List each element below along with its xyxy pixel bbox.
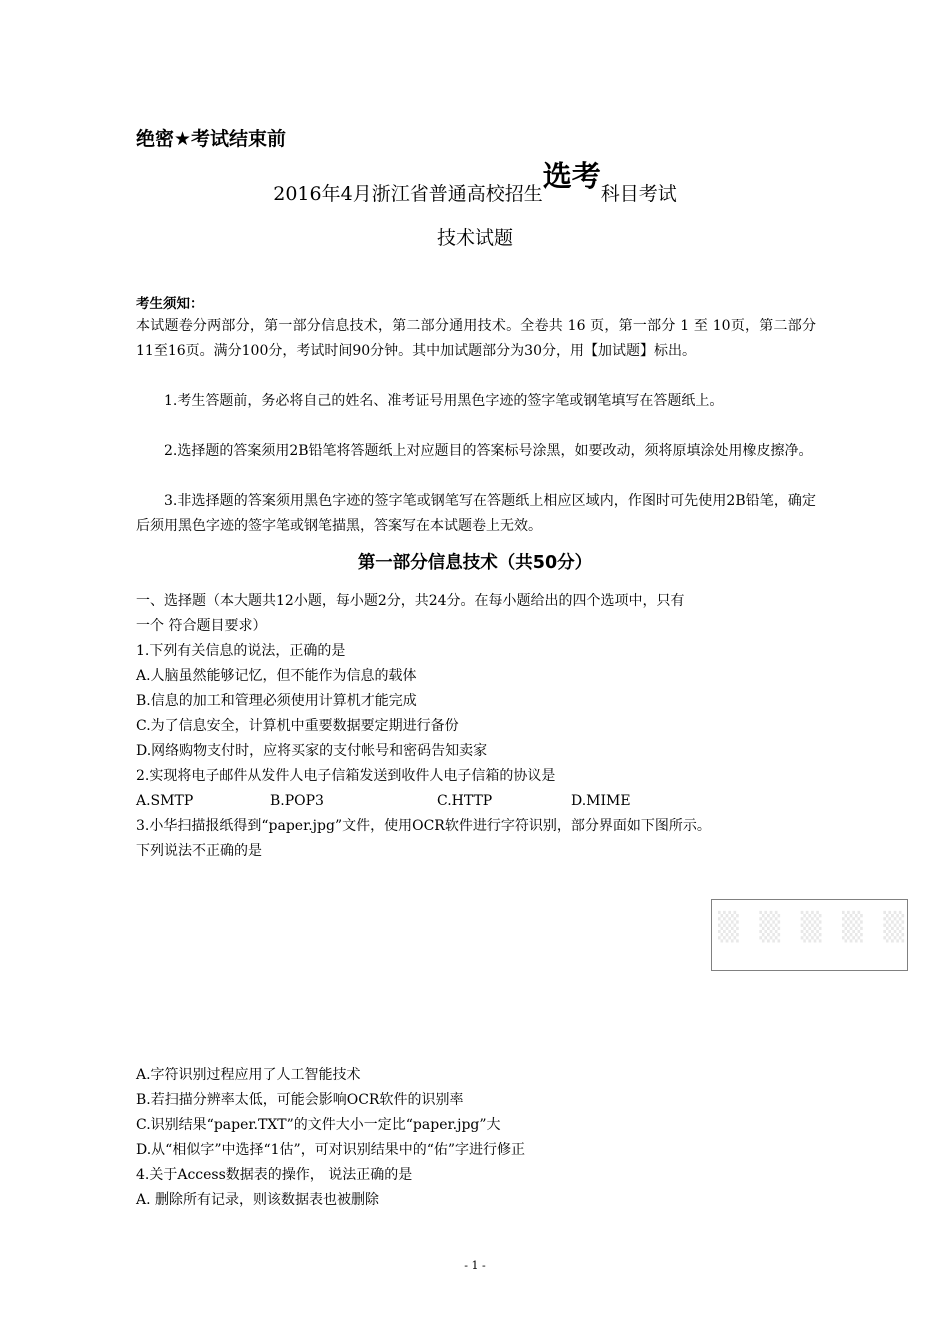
page-number: - 1 -	[464, 1259, 486, 1272]
q1-option-d: D.网络购物支付时，应将买家的支付帐号和密码告知卖家	[136, 743, 488, 759]
exam-subtitle: 技术试题	[436, 227, 513, 249]
q3-option-d: D.从“相似字”中选择“1估”，可对识别结果中的“佑”字进行修正	[136, 1142, 526, 1158]
q4-option-a: A. 删除所有记录，则该数据表也被删除	[136, 1192, 380, 1208]
notice-heading: 考生须知：	[136, 296, 204, 312]
notice-item-3: 3.非选择题的答案须用黑色字迹的签字笔或钢笔写在答题纸上相应区域内，作图时可先使用2B铅笔，确定后须用黑色字迹的签字笔或钢笔描黑，答案写在本试题卷上无效。	[136, 493, 816, 534]
q4-stem: 4.关于Access数据表的操作， 说法正确的是	[136, 1167, 413, 1183]
q1-option-a: A.人脑虽然能够记忆，但不能作为信息的载体	[136, 668, 417, 684]
q1-stem: 1.下列有关信息的说法，正确的是	[136, 643, 346, 659]
exam-title-suffix: 科目考试	[600, 183, 677, 205]
q2-option-d: D.MIME	[571, 793, 631, 809]
q1-option-b: B.信息的加工和管理必须使用计算机才能完成	[136, 693, 417, 709]
confidential-label: 绝密★考试结束前	[136, 128, 287, 150]
q1-option-c: C.为了信息安全，计算机中重要数据要定期进行备份	[136, 718, 459, 734]
q3-option-a: A.字符识别过程应用了人工智能技术	[136, 1067, 361, 1083]
exam-title-prefix: 2016年4月浙江省普通高校招生	[273, 183, 543, 205]
q2-option-c: C.HTTP	[437, 793, 493, 809]
notice-intro: 本试题卷分两部分，第一部分信息技术，第二部分通用技术。全卷共 16 页，第一部分 1 至 10页，第二部分11至16页。满分100分，考试时间90分钟。其中加试题部分为30分，用【加试题】标出。	[136, 318, 816, 359]
q2-option-a: A.SMTP	[136, 793, 194, 809]
q2-stem: 2.实现将电子邮件从发件人电子信箱发送到收件人电子信箱的协议是	[136, 768, 556, 784]
notice-item-1: 1.考生答题前，务必将自己的姓名、准考证号用黑色字迹的签字笔或钢笔填写在答题纸上。	[164, 393, 724, 409]
part1-title: 第一部分信息技术（共50分）	[357, 553, 593, 573]
ocr-screenshot-image	[711, 899, 911, 971]
q3-stem-line1: 3.小华扫描报纸得到“paper.jpg”文件，使用OCR软件进行字符识别，部分界面如下图所示。	[136, 818, 711, 834]
section-intro-line1: 一、选择题（本大题共12小题，每小题2分，共24分。在每小题给出的四个选项中，只有	[136, 593, 685, 609]
notice-item-2: 2.选择题的答案须用2B铅笔将答题纸上对应题目的答案标号涂黑，如要改动，须将原填涂处用橡皮擦净。	[164, 443, 813, 459]
q3-option-c: C.识别结果“paper.TXT”的文件大小一定比“paper.jpg”大	[136, 1117, 501, 1133]
ocr-image-faint-text: ▒ ▒ ▒ ▒ ▒	[718, 912, 911, 943]
section-intro-line2: 一个 符合题目要求）	[136, 618, 267, 634]
q3-stem-line2: 下列说法不正确的是	[136, 843, 262, 859]
exam-title	[0, 159, 950, 209]
q2-option-b: B.POP3	[270, 793, 324, 809]
q3-option-b: B.若扫描分辨率太低，可能会影响OCR软件的识别率	[136, 1092, 464, 1108]
exam-title-emphasis: 选考	[542, 159, 601, 193]
